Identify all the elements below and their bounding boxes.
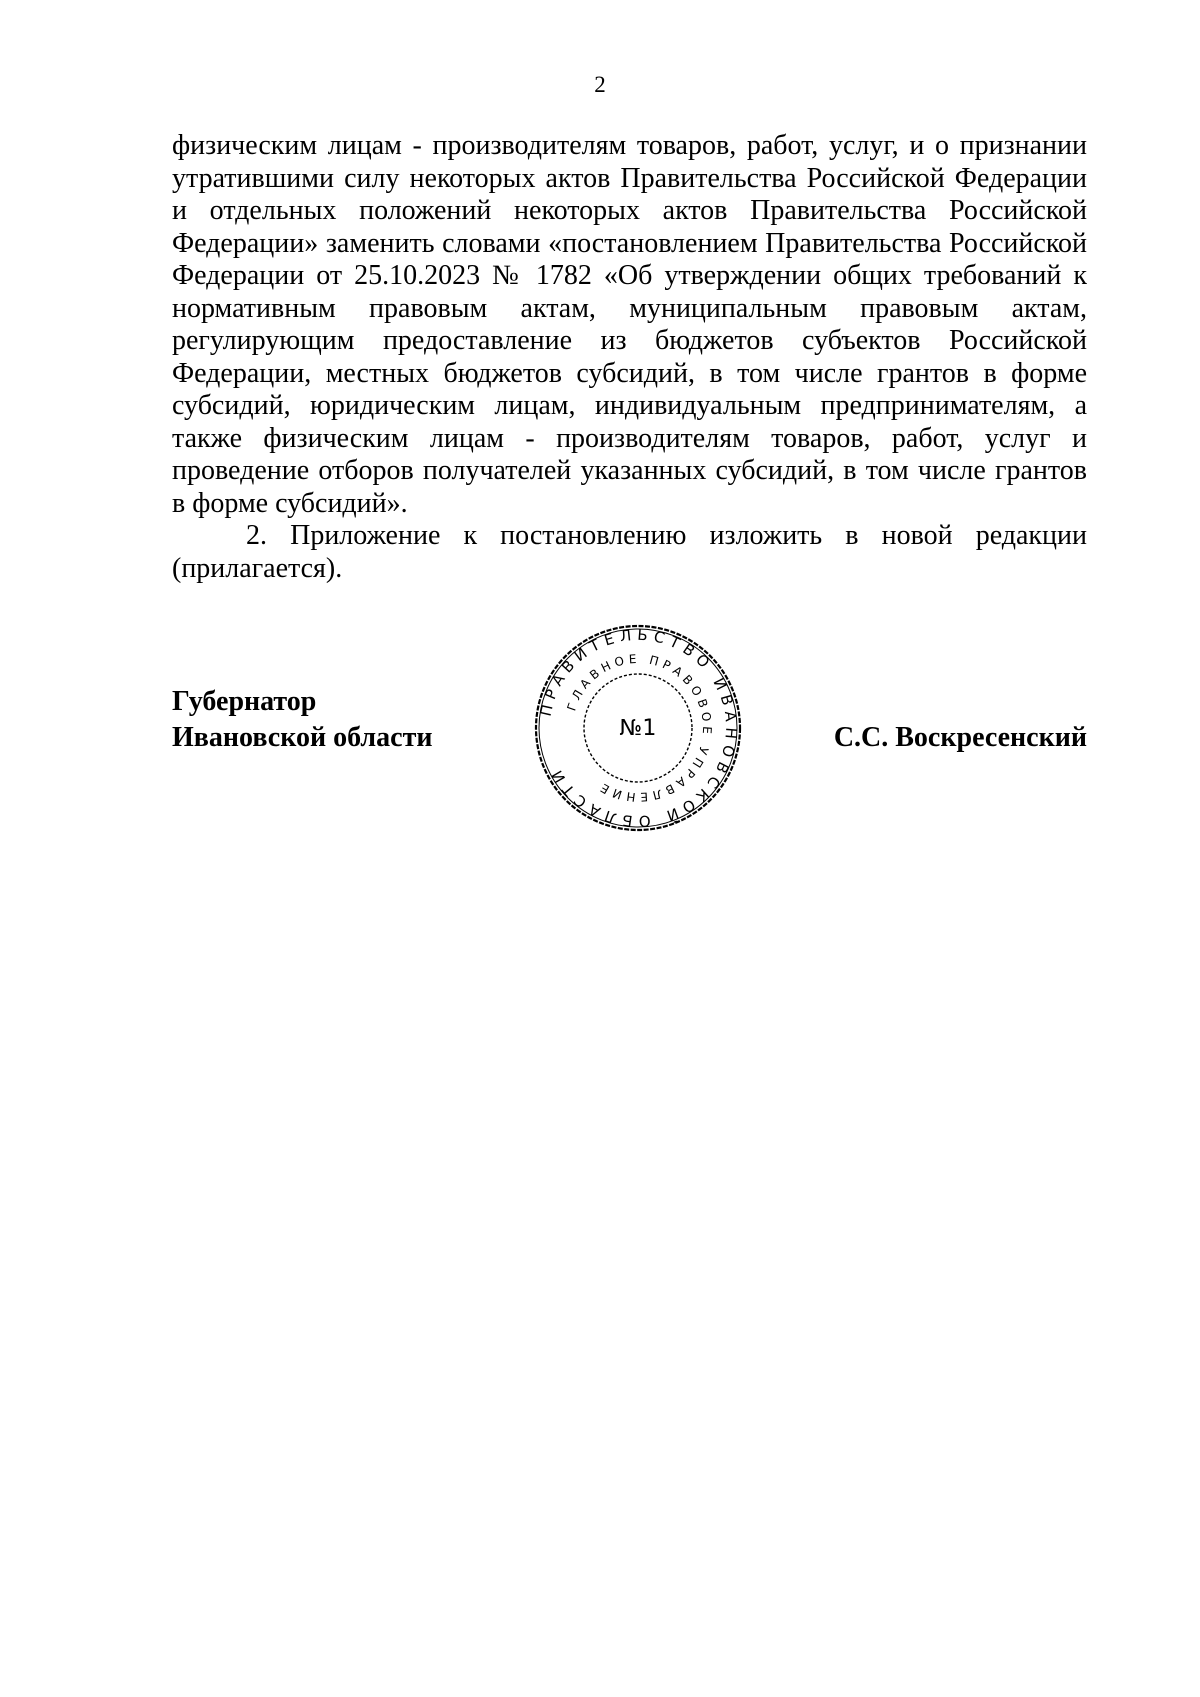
seal-number: №1 bbox=[619, 716, 657, 741]
page-number: 2 bbox=[594, 72, 606, 97]
signatory-name: С.С. Воскресенский bbox=[833, 722, 1087, 753]
official-seal bbox=[533, 623, 743, 833]
seal-inner-text: ГЛАВНОЕ ПРАВОВОЕ УПРАВЛЕНИЕ bbox=[564, 651, 715, 805]
signatory-position bbox=[172, 684, 432, 756]
body-paragraph-continuation: физическим лицам - производителям товаров, работ, услуг, и о признании утратившими силу некоторых актов Правительства Российской Федерации и отдельных положений некоторых актов Правительства Российской Федерации» заменить словами «постановлением Правительства Российской Федерации от 25.10.2023 № 1782 «Об утверждении общих требований к нормативным правовым актам, муниципальным правовым актам, регулирующим предоставление из бюджетов субъектов Российской Федерации, местных бюджетов субсидий, в том числе грантов в форме субсидий, юридическим лицам, индивидуальным предпринимателям, а также физическим лицам - производителям товаров, работ, услуг и проведение отборов получателей указанных субсидий, в том числе грантов в форме субсидий». bbox=[172, 130, 1087, 519]
seal-outer-text: ПРАВИТЕЛЬСТВО ИВАНОВСКОЙ ОБЛАСТИ bbox=[536, 625, 741, 831]
body-paragraph-item-2: 2. Приложение к постановлению изложить в новой редакции (прилагается). bbox=[172, 520, 1087, 584]
signatory-position-line-1: Губернатор bbox=[172, 686, 317, 717]
signatory-position-line-2: Ивановской области bbox=[172, 722, 433, 753]
document-body bbox=[172, 130, 1087, 585]
